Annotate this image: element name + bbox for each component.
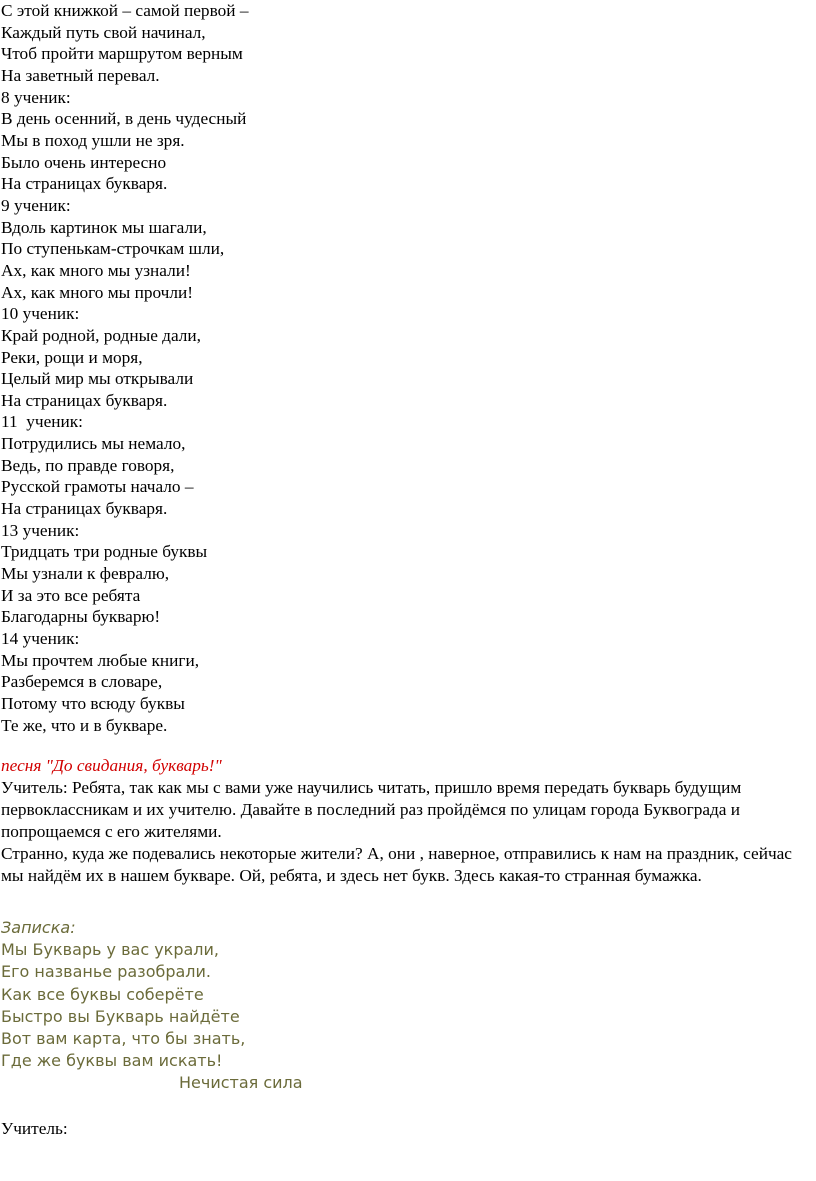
note-line: Вот вам карта, что бы знать, bbox=[1, 1028, 246, 1048]
poem-line: Мы узнали к февралю, bbox=[1, 564, 170, 584]
speaker-label: 10 ученик: bbox=[1, 304, 80, 324]
poem-line: Русской грамоты начало – bbox=[1, 477, 194, 497]
poem-line: На страницах букваря. bbox=[1, 390, 168, 410]
speaker-label: 8 ученик: bbox=[1, 87, 71, 107]
poem-line: Вдоль картинок мы шагали, bbox=[1, 217, 207, 237]
note-signature: Нечистая сила bbox=[179, 1073, 303, 1093]
poem-line: Потрудились мы немало, bbox=[1, 434, 186, 454]
teacher-speech bbox=[1, 777, 816, 887]
poem-line: С этой книжкой – самой первой – bbox=[1, 1, 249, 20]
poem-line: Мы прочтем любые книги, bbox=[1, 650, 200, 670]
poem-line: Потому что всюду буквы bbox=[1, 694, 185, 713]
poem-line: В день осенний, в день чудесный bbox=[1, 109, 247, 129]
note-line: Где же буквы вам искать! bbox=[1, 1051, 223, 1071]
speaker-label: 14 ученик: bbox=[1, 629, 80, 649]
teacher-paragraph-1: Учитель: Ребята, так как мы с вами уже научились читать, пришло время передать букварь будущим первоклассникам и их учителю. Давайте в последний раз пройдёмся по улицам города Буквограда и попрощаемся с его жителями. bbox=[1, 777, 742, 841]
poem-line: На заветный перевал. bbox=[1, 65, 160, 85]
poem-line: Каждый путь свой начинал, bbox=[1, 22, 206, 42]
poem-line: Разберемся в словаре, bbox=[1, 672, 163, 692]
poem-line: На страницах букваря. bbox=[1, 499, 168, 519]
poem-line: Ах, как много мы прочли! bbox=[1, 282, 193, 302]
speaker-label: 9 ученик: bbox=[1, 195, 71, 215]
note-heading: Записка: bbox=[1, 917, 76, 937]
note-line: Его названье разобрали. bbox=[1, 962, 212, 982]
note-block bbox=[1, 917, 816, 1095]
poem-line: Ведь, по правде говоря, bbox=[1, 455, 175, 475]
note-line: Мы Букварь у вас украли, bbox=[1, 940, 220, 960]
note-line: Быстро вы Букварь найдёте bbox=[1, 1006, 240, 1026]
teacher-final-label: Учитель: bbox=[1, 1118, 68, 1138]
poem-line: Благодарны букварю! bbox=[1, 607, 161, 627]
poem-line: Целый мир мы открывали bbox=[1, 369, 194, 389]
poem bbox=[1, 0, 816, 736]
speaker-label: 11 ученик: bbox=[1, 412, 83, 432]
song-title: песня "До свидания, букварь!" bbox=[1, 756, 222, 776]
poem-line: Те же, что и в букваре. bbox=[1, 715, 168, 735]
poem-line: Чтоб пройти маршрутом верным bbox=[1, 44, 243, 64]
note-line: Как все буквы соберёте bbox=[1, 984, 204, 1004]
poem-line: На страницах букваря. bbox=[1, 174, 168, 194]
poem-line: Край родной, родные дали, bbox=[1, 325, 201, 345]
poem-line: Мы в поход ушли не зря. bbox=[1, 130, 185, 150]
speaker-label: 13 ученик: bbox=[1, 520, 80, 540]
poem-line: Было очень интересно bbox=[1, 152, 167, 172]
poem-line: Тридцать три родные буквы bbox=[1, 542, 208, 562]
poem-line: По ступенькам-строчкам шли, bbox=[1, 239, 225, 259]
poem-line: Реки, рощи и моря, bbox=[1, 347, 143, 367]
teacher-paragraph-2: Странно, куда же подевались некоторые жители? А, они , наверное, отправились к нам на праздник, сейчас мы найдём их в нашем букваре. Ой, ребята, и здесь нет букв. Здесь какая-то странная бумажка. bbox=[1, 843, 792, 885]
poem-line: Ах, как много мы узнали! bbox=[1, 260, 191, 280]
poem-line: И за это все ребята bbox=[1, 585, 141, 605]
